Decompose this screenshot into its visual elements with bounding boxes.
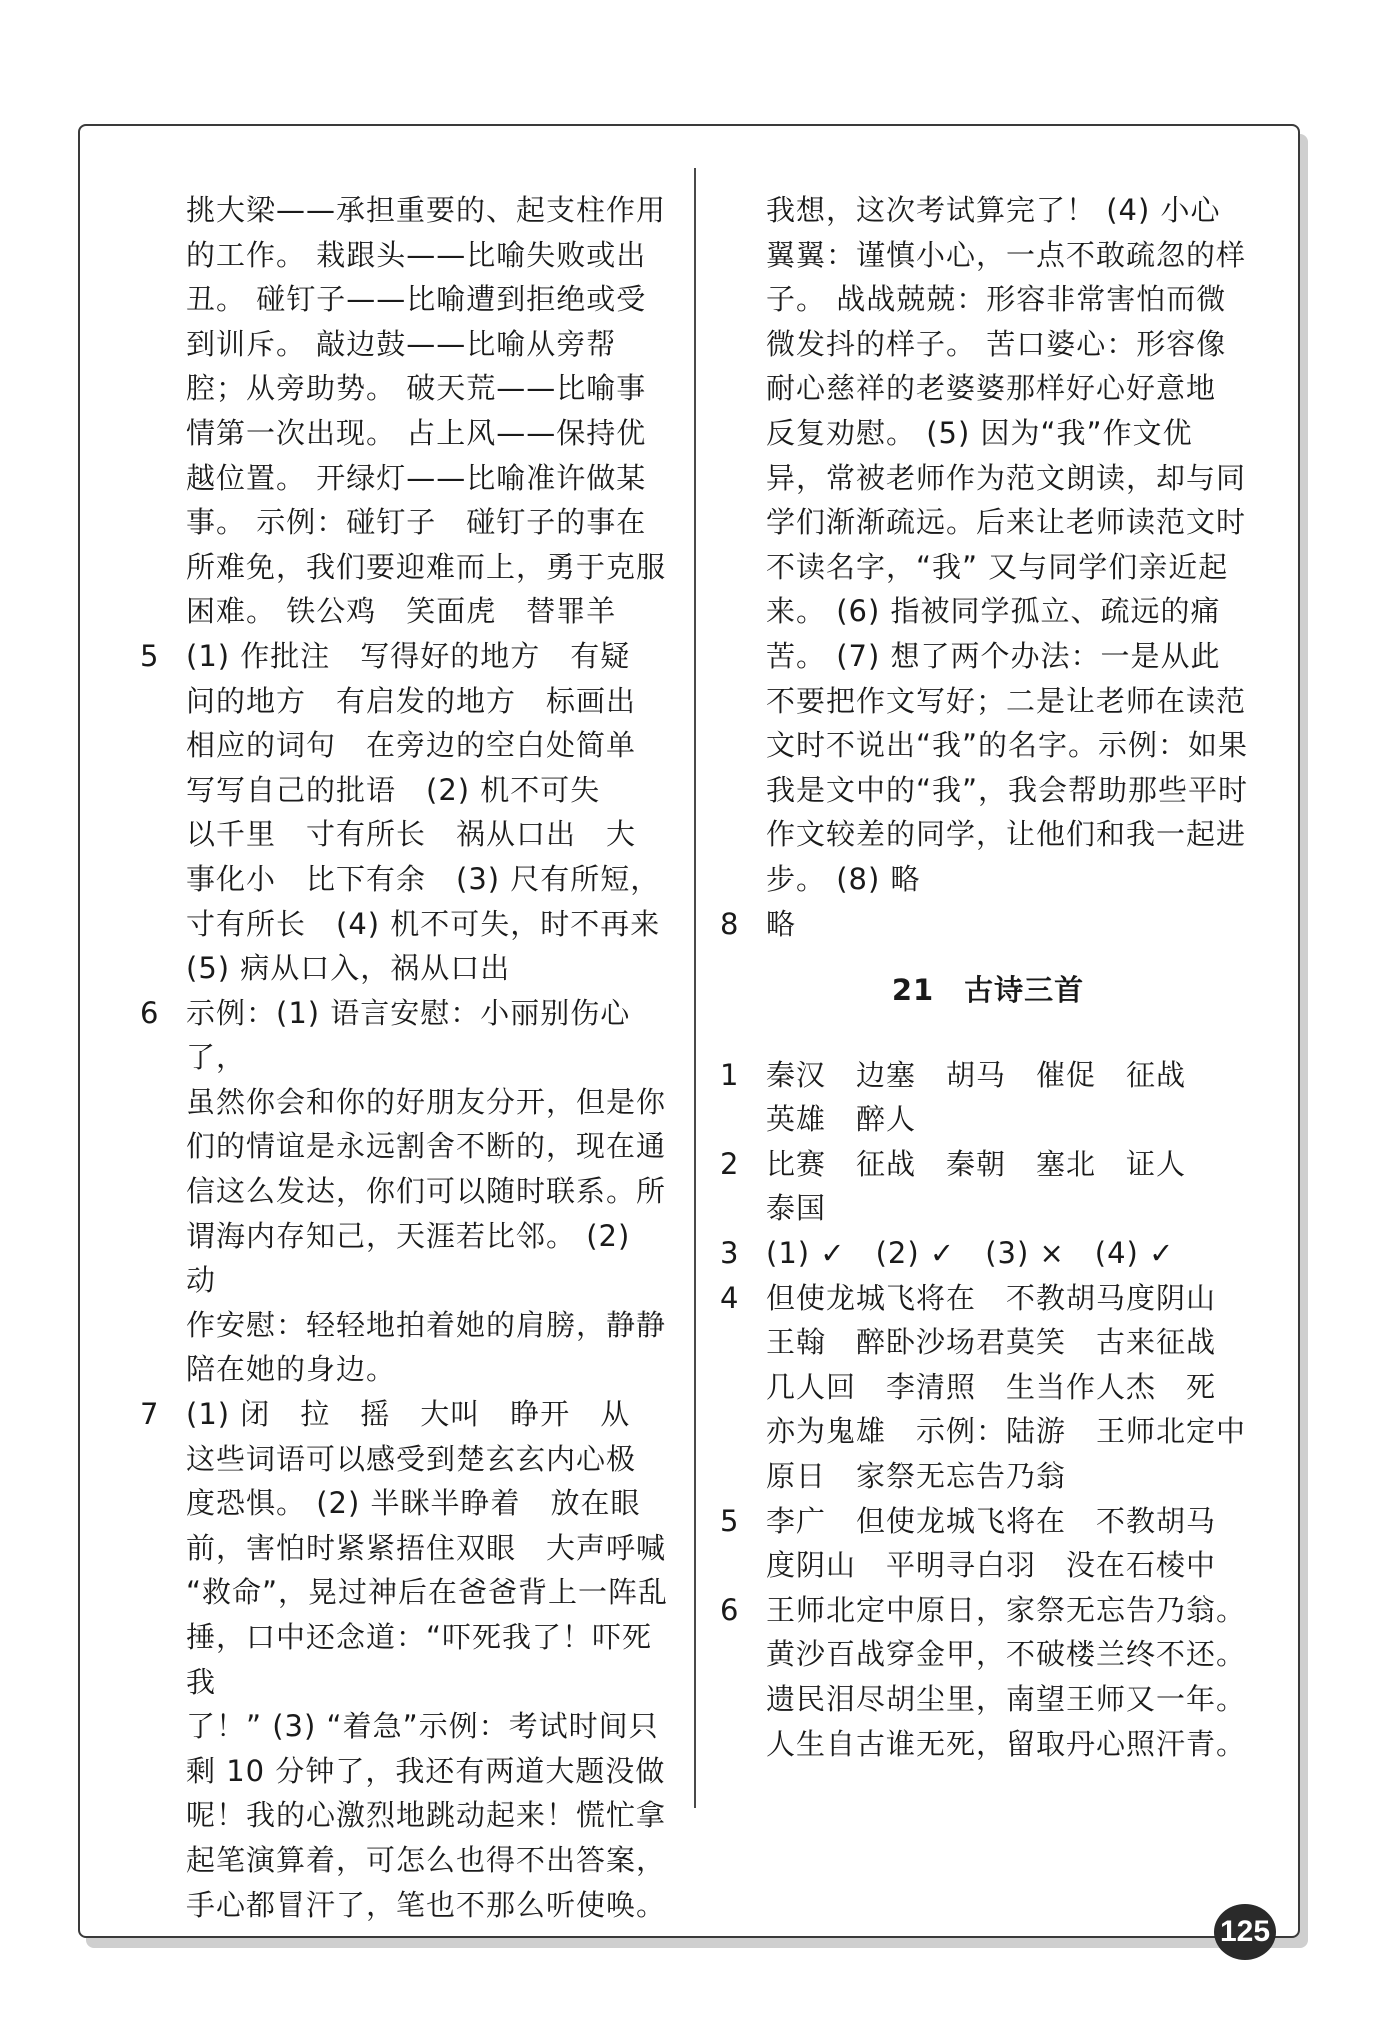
text-line: 苦。 (7) 想了两个办法：一是从此 (766, 638, 1221, 673)
item-body (766, 1276, 1256, 1499)
text-line: 了！” (3) “着急”示例：考试时间只 (186, 1709, 659, 1744)
text-line: 呢！我的心激烈地跳动起来！慌忙拿 (186, 1798, 667, 1833)
text-line: 子。 战战兢兢：形容非常害怕而微 (766, 282, 1227, 317)
item-number: 6 (720, 1592, 740, 1627)
text-line: 遗民泪尽胡尘里，南望王师又一年。 (766, 1682, 1247, 1716)
text-line: 微发抖的样子。 苦口婆心：形容像 (766, 326, 1227, 361)
item-number: 5 (720, 1503, 740, 1538)
text-line: 秦汉 边塞 胡马 催促 征战 (766, 1057, 1187, 1092)
column-divider (694, 168, 696, 1808)
left-column (140, 188, 670, 1927)
item-body (186, 991, 670, 1392)
text-line: 来。 (6) 指被同学孤立、疏远的痛 (766, 594, 1221, 629)
text-line: 的工作。 栽跟头——比喻失败或出 (186, 237, 647, 272)
text-line: “救命”，晃过神后在爸爸背上一阵乱 (186, 1575, 669, 1610)
text-line: 腔；从旁助势。 破天荒——比喻事 (186, 371, 647, 406)
item-number: 5 (140, 638, 160, 673)
page-number-badge: 125 (1214, 1904, 1276, 1960)
item-number: 4 (720, 1280, 740, 1315)
section-title: 21 古诗三首 (891, 973, 1085, 1008)
text-line: 原日 家祭无忘告乃翁 (766, 1459, 1067, 1494)
text-line: 黄沙百战穿金甲，不破楼兰终不还。 (766, 1637, 1247, 1672)
text-line: 事化小 比下有余 (3) 尺有所短， (186, 861, 661, 896)
item-number: 3 (720, 1236, 740, 1271)
right-column (720, 188, 1256, 1766)
item-body: 略 (766, 906, 797, 941)
text-line: 异，常被老师作为范文朗读，却与同 (766, 460, 1247, 495)
text-line: 不读名字，“我” 又与同学们亲近起 (766, 549, 1229, 584)
text-line: 耐心慈祥的老婆婆那样好心好意地 (766, 371, 1217, 406)
text-line: 手心都冒汗了，笔也不那么听使唤。 (186, 1887, 667, 1922)
text-line: (1) 作批注 写得好的地方 有疑 (186, 638, 631, 673)
item-number: 7 (140, 1397, 160, 1432)
text-line: 挑大梁——承担重要的、起支柱作用 (186, 193, 667, 227)
answer-item-6 (140, 991, 670, 1392)
text-line: 人生自古谁无死，留取丹心照汗青。 (766, 1726, 1247, 1761)
item-number: 1 (720, 1057, 740, 1092)
answer-item-5 (140, 634, 670, 991)
text-line: 谓海内存知己，天涯若比邻。 (2) 动 (186, 1218, 631, 1298)
text-line: 泰国 (766, 1191, 827, 1226)
text-line: 到训斥。 敲边鼓——比喻从旁帮 (186, 326, 617, 361)
poem-item-6 (720, 1588, 1256, 1766)
text-line: 前，害怕时紧紧捂住双眼 大声呼喊 (186, 1530, 667, 1565)
text-line: 陪在她的身边。 (186, 1352, 397, 1387)
text-line: 示例：(1) 语言安慰：小丽别伤心了， (186, 995, 631, 1075)
text-line: 虽然你会和你的好朋友分开，但是你 (186, 1084, 667, 1119)
item-number: 6 (140, 995, 160, 1030)
item-body (766, 1499, 1256, 1588)
text-line: 英雄 醉人 (766, 1102, 917, 1137)
item-number: 8 (720, 906, 740, 941)
item-number: 2 (720, 1146, 740, 1181)
text-line: 情第一次出现。 占上风——保持优 (186, 415, 647, 450)
poem-item-3 (720, 1231, 1256, 1276)
text-line: 问的地方 有启发的地方 标画出 (186, 683, 637, 718)
text-line: 事。 示例：碰钉子 碰钉子的事在 (186, 505, 647, 540)
right-continuation (720, 188, 1256, 902)
poem-item-2 (720, 1142, 1256, 1231)
item-body (766, 1142, 1256, 1231)
poem-item-1 (720, 1053, 1256, 1142)
item-body (766, 1231, 1256, 1276)
text-line: 反复劝慰。 (5) 因为“我”作文优 (766, 415, 1193, 450)
answer-item-8 (720, 902, 1256, 947)
text-line: 文时不说出“我”的名字。示例：如果 (766, 728, 1249, 763)
text-line: 这些词语可以感受到楚玄玄内心极 (186, 1441, 637, 1476)
text-line: 寸有所长 (4) 机不可失，时不再来 (186, 906, 661, 941)
text-line: 捶，口中还念道：“吓死我了！吓死我 (186, 1620, 653, 1699)
text-line: 信这么发达，你们可以随时联系。所 (186, 1174, 667, 1209)
item-body (186, 1392, 670, 1927)
text-line: 起笔演算着，可怎么也得不出答案， (186, 1842, 667, 1877)
left-intro (140, 188, 670, 634)
text-line: 不要把作文写好；二是让老师在读范 (766, 683, 1247, 718)
text-line: 度恐惧。 (2) 半眯半睁着 放在眼 (186, 1486, 641, 1521)
text-line: (1) ✓ (2) ✓ (3) × (4) ✓ (766, 1236, 1175, 1271)
poem-item-5 (720, 1499, 1256, 1588)
text-line: 王翰 醉卧沙场君莫笑 古来征战 (766, 1325, 1217, 1360)
text-line: 亦为鬼雄 示例：陆游 王师北定中 (766, 1414, 1247, 1449)
text-line: (1) 闭 拉 摇 大叫 睁开 从 (186, 1397, 631, 1432)
text-line: 丑。 碰钉子——比喻遭到拒绝或受 (186, 282, 647, 317)
text-line: 所难免，我们要迎难而上，勇于克服 (186, 549, 667, 584)
text-line: 越位置。 开绿灯——比喻准许做某 (186, 460, 647, 495)
text-line: 困难。 铁公鸡 笑面虎 替罪羊 (186, 594, 617, 629)
text-line: 相应的词句 在旁边的空白处简单 (186, 728, 637, 763)
text-line: 作文较差的同学，让他们和我一起进 (766, 817, 1247, 852)
text-line: 我想，这次考试算完了！ (4) 小心 (766, 193, 1221, 227)
text-line: 以千里 寸有所长 祸从口出 大 (186, 817, 637, 852)
text-line: 学们渐渐疏远。后来让老师读范文时 (766, 505, 1247, 540)
text-line: 但使龙城飞将在 不教胡马度阴山 (766, 1280, 1217, 1315)
item-body (186, 634, 670, 991)
text-line: 步。 (8) 略 (766, 861, 921, 896)
text-line: 剩 10 分钟了，我还有两道大题没做 (186, 1753, 666, 1788)
text-line: 李广 但使龙城飞将在 不教胡马 (766, 1503, 1217, 1538)
poem-item-4 (720, 1276, 1256, 1499)
text-line: 翼翼：谨慎小心，一点不敢疏忽的样 (766, 237, 1247, 272)
text-line: 作安慰：轻轻地拍着她的肩膀，静静 (186, 1307, 667, 1342)
item-body (766, 1053, 1256, 1142)
text-line: 几人回 李清照 生当作人杰 死 (766, 1369, 1217, 1404)
answer-item-7 (140, 1392, 670, 1927)
text-line: 写写自己的批语 (2) 机不可失 (186, 772, 601, 807)
text-line: 们的情谊是永远割舍不断的，现在通 (186, 1129, 667, 1164)
text-line: 我是文中的“我”，我会帮助那些平时 (766, 772, 1249, 807)
text-line: 度阴山 平明寻白羽 没在石棱中 (766, 1548, 1217, 1583)
text-line: (5) 病从口入，祸从口出 (186, 951, 511, 986)
item-body (766, 1588, 1256, 1766)
text-line: 比赛 征战 秦朝 塞北 证人 (766, 1146, 1187, 1181)
text-line: 王师北定中原日，家祭无忘告乃翁。 (766, 1592, 1247, 1627)
